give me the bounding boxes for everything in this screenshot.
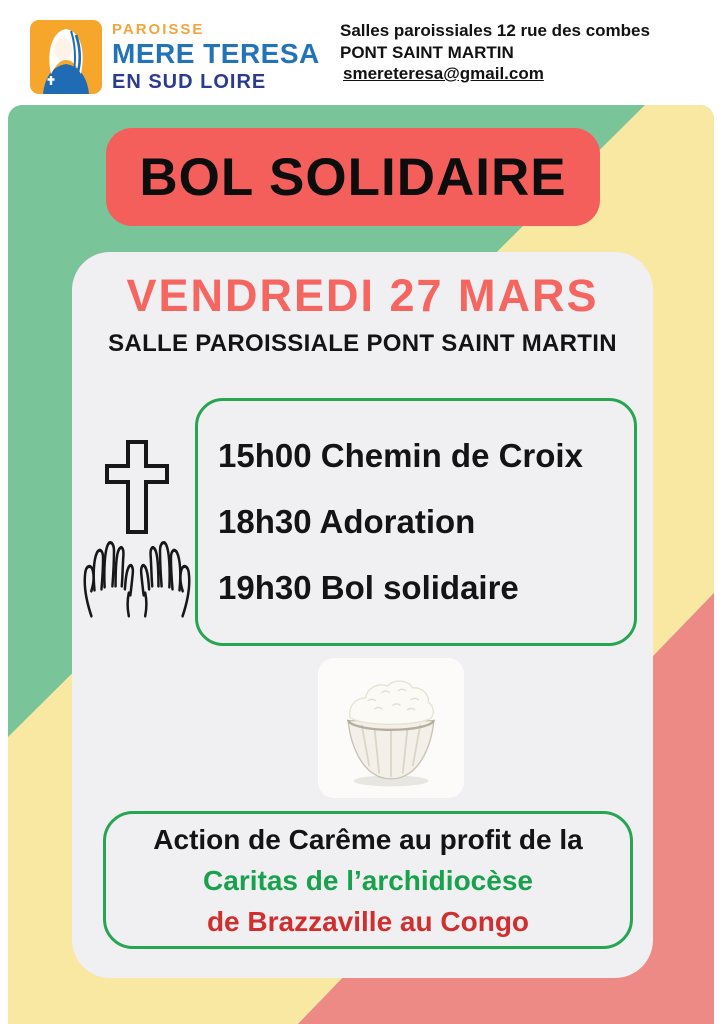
event-card: [72, 252, 653, 978]
event-venue: SALLE PAROISSIALE PONT SAINT MARTIN: [108, 330, 617, 357]
address-line-1: Salles paroissiales 12 rue des combes: [340, 21, 650, 40]
mother-teresa-portrait-icon: [30, 20, 102, 94]
schedule-box: [195, 398, 637, 646]
schedule-item-3: 19h30 Bol solidaire: [218, 569, 519, 606]
appeal-line-1: Action de Carême au profit de la: [153, 823, 583, 855]
email-link[interactable]: smereteresa@gmail.com: [343, 64, 544, 83]
praying-hands-cross-icon: [82, 434, 192, 622]
logo-text: [112, 20, 320, 92]
schedule-item-1: 15h00 Chemin de Croix: [218, 437, 583, 474]
logo-subline: EN SUD LOIRE: [112, 71, 267, 93]
logo-superline: PAROISSE: [112, 21, 205, 38]
appeal-line-2: Caritas de l’archidiocèse: [203, 864, 533, 896]
event-date: VENDREDI 27 MARS: [126, 270, 599, 321]
poster-title: BOL SOLIDAIRE: [139, 147, 567, 207]
address-line-2: PONT SAINT MARTIN: [340, 42, 514, 62]
parish-logo: [30, 20, 320, 94]
schedule-item-2: 18h30 Adoration: [218, 503, 476, 540]
appeal-line-3: de Brazzaville au Congo: [206, 905, 530, 937]
header: [0, 0, 724, 105]
address-block: [340, 20, 650, 85]
title-banner: [106, 128, 600, 226]
logo-name: MERE TERESA: [112, 38, 320, 69]
rice-bowl-photo: [318, 658, 464, 798]
appeal-box: [103, 811, 633, 949]
